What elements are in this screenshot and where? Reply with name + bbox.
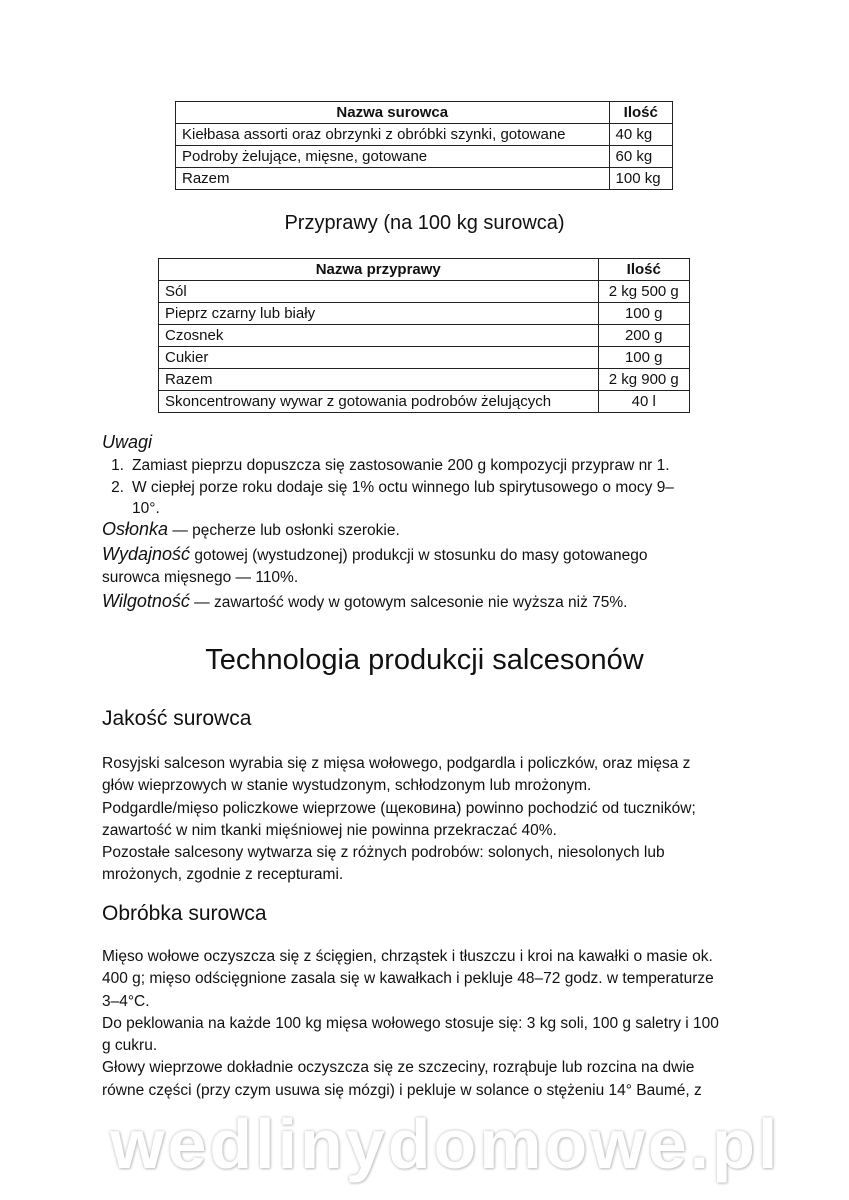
item-number: 2. (111, 479, 124, 497)
notes-list (100, 455, 674, 518)
moisture-note (102, 590, 628, 614)
cell-name: Sól (159, 281, 599, 303)
term: Osłonka (102, 519, 169, 539)
list-item-continuation (100, 500, 674, 518)
text: — zawartość wody w gotowym salcesonie nie wyższa niż 75%. (189, 594, 628, 611)
casing-note (102, 518, 400, 542)
text: — pęcherze lub osłonki szerokie. (168, 522, 400, 539)
text-line: Głowy wieprzowe dokładnie oczyszcza się ze szczeciny, rozrąbuje lub rozcina na dwie (102, 1059, 695, 1077)
watermark: wedlinydomowe.pl (110, 1105, 781, 1183)
header-qty: Ilość (598, 259, 690, 281)
text-line: Do peklowania na każde 100 kg mięsa wołowego stosuje się: 3 kg soli, 100 g saletry i 100 (102, 1014, 719, 1032)
list-item (100, 477, 674, 499)
text-line: równe części (przy czym usuwa się mózgi) i pekluje w solance o stężeniu 14° Baumé, z (102, 1081, 702, 1099)
cell-qty: 40 l (598, 391, 690, 413)
raw-material-table (175, 101, 673, 190)
header-name: Nazwa przyprawy (159, 259, 599, 281)
term: Wydajność (102, 544, 191, 564)
text-line: głów wieprzowych w stanie wystudzonym, schłodzonym lub mrożonym. (102, 777, 592, 795)
term: Wilgotność (102, 591, 190, 611)
processing-paragraph (102, 946, 719, 1102)
cell-qty: 2 kg 500 g (598, 281, 690, 303)
table-row (176, 168, 673, 190)
text-line: zawartość w nim tkanki mięśniowej nie powinna przekraczać 40%. (102, 821, 557, 839)
cell-qty: 2 kg 900 g (598, 369, 690, 391)
item-number: 1. (111, 457, 124, 474)
quality-paragraph (102, 753, 696, 887)
spices-title: Przyprawy (na 100 kg surowca) (284, 212, 565, 234)
subheading-quality: Jakość surowca (102, 707, 252, 730)
table-row (176, 146, 673, 168)
section-heading: Technologia produkcji salcesonów (205, 644, 644, 676)
cell-qty: 100 kg (609, 168, 672, 190)
table-row (159, 347, 690, 369)
cell-name: Skoncentrowany wywar z gotowania podrobów żelujących (159, 391, 599, 413)
subheading-processing: Obróbka surowca (102, 902, 267, 925)
text-line: Mięso wołowe oczyszcza się z ścięgien, chrząstek i tłuszczu i kroi na kawałki o masie ok. (102, 948, 713, 965)
cell-name: Czosnek (159, 325, 599, 347)
cell-qty: 60 kg (609, 146, 672, 168)
table-row (159, 369, 690, 391)
cell-name: Cukier (159, 347, 599, 369)
table-row (159, 281, 690, 303)
text-line: 400 g; mięso odścięgnione zasala się w kawałkach i pekluje 48–72 godz. w temperaturze (102, 970, 714, 988)
cell-qty: 40 kg (609, 124, 672, 146)
cell-qty: 100 g (598, 303, 690, 325)
item-text: 10°. (132, 499, 160, 517)
list-item (100, 455, 674, 477)
cell-qty: 100 g (598, 347, 690, 369)
item-text: Zamiast pieprzu dopuszcza się zastosowanie 200 g kompozycji przypraw nr 1. (132, 457, 670, 474)
text-line: mrożonych, zgodnie z recepturami. (102, 866, 344, 884)
header-qty: Ilość (609, 102, 672, 124)
yield-note (102, 543, 648, 567)
table-row (176, 124, 673, 146)
text-line: 3–4°C. (102, 992, 150, 1010)
notes-title: Uwagi (102, 432, 153, 452)
table-row (159, 325, 690, 347)
cell-qty: 200 g (598, 325, 690, 347)
item-text: W ciepłej porze roku dodaje się 1% octu winnego lub spirytusowego o mocy 9– (132, 479, 674, 497)
spices-table (158, 258, 690, 413)
table-row (159, 303, 690, 325)
header-name: Nazwa surowca (176, 102, 610, 124)
cell-name: Pieprz czarny lub biały (159, 303, 599, 325)
text-line: g cukru. (102, 1037, 158, 1055)
text-line: Pozostałe salcesony wytwarza się z różnych podrobów: solonych, niesolonych lub (102, 844, 665, 862)
text-line: Podgardle/mięso policzkowe wieprzowe (щековина) powinno pochodzić od tuczników; (102, 799, 696, 817)
yield-note-cont: surowca mięsnego — 110%. (102, 569, 299, 586)
text: gotowej (wystudzonej) produkcji w stosunku do masy gotowanego (190, 547, 648, 564)
cell-name: Podroby żelujące, mięsne, gotowane (176, 146, 610, 168)
cell-name: Razem (159, 369, 599, 391)
cell-name: Kiełbasa assorti oraz obrzynki z obróbki szynki, gotowane (176, 124, 610, 146)
table-row (159, 391, 690, 413)
cell-name: Razem (176, 168, 610, 190)
text-line: Rosyjski salceson wyrabia się z mięsa wołowego, podgardla i policzków, oraz mięsa z (102, 755, 691, 772)
